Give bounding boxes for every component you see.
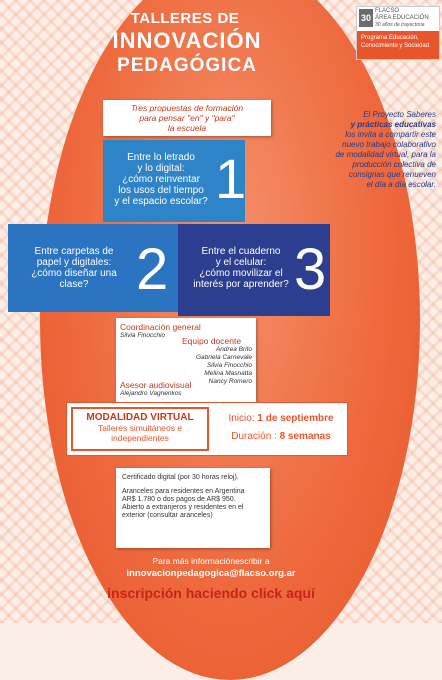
w3-line3: ¿cómo movilizar el (199, 268, 283, 279)
w3-line2: y el celular: (215, 257, 267, 268)
start-date: 1 de septiembre (257, 413, 334, 424)
intro-line1: El Proyecto Saberes (363, 110, 436, 119)
w1-line3: ¿cómo reinventar (122, 174, 200, 185)
team-member: Silvia Finocchio (206, 362, 252, 369)
workshop-2-card[interactable] (8, 224, 186, 312)
certificate-card (116, 468, 270, 548)
workshop-2-number: 2 (136, 237, 169, 302)
coordination-name: Silvia Finocchio (120, 332, 166, 339)
proposals-line2: para pensar "en" y "para" (139, 113, 235, 123)
virtual-mode-card (66, 402, 348, 456)
w1-line5: y el espacio escolar? (114, 196, 208, 207)
workshop-2-text (18, 246, 130, 290)
start-line (217, 413, 345, 424)
virtual-title: MODALIDAD VIRTUAL (86, 412, 194, 423)
duration-line (217, 431, 345, 442)
audio-label: Asesor audiovisual (120, 380, 192, 390)
workshop-1-card[interactable] (103, 140, 245, 222)
logo-line3: 30 años de trayectoria (375, 22, 425, 28)
w2-line3: ¿cómo diseñar una (31, 268, 117, 279)
intro-line2: y prácticas educativas (350, 120, 436, 129)
logo-bar-line2: Conocimiento y Sociedad (361, 43, 430, 49)
workshop-3-card[interactable] (178, 224, 330, 316)
proposals-line3: la escuela (167, 123, 207, 133)
cert-line2: Aranceles para residentes en Argentina (122, 488, 245, 495)
start-label: Inicio: (228, 413, 255, 424)
proposals-card (103, 100, 271, 136)
workshop-3-text (192, 246, 290, 290)
register-link[interactable]: inscripción haciendo click aquí (107, 585, 315, 601)
logo-bar-line1: Programa Educación, (361, 35, 419, 41)
project-intro-text (310, 110, 436, 190)
audio-name: Alejandro Vagnenkos (120, 390, 182, 397)
logo-line2: ÁREA EDUCACIÓN (375, 15, 429, 21)
title-line1: TALLERES DE (130, 10, 240, 27)
flacso-logo (356, 6, 440, 60)
intro-line4: nuevo trabajo colaborativo (342, 140, 436, 149)
virtual-sub2: independientes (111, 433, 169, 443)
team-member: Nancy Romero (208, 378, 252, 385)
logo-program-bar (357, 31, 439, 59)
logo-text (375, 8, 429, 29)
certificate-text (116, 468, 270, 520)
duration-value: 8 semanas (279, 431, 331, 442)
virtual-mode-box (71, 407, 209, 451)
w1-line2: y lo digital: (137, 163, 185, 174)
intro-line3: los invita a compartir este (345, 130, 436, 139)
email-link[interactable]: innovacionpedagogica@flacso.org.ar (126, 568, 296, 579)
w3-line4: interés por aprender? (193, 279, 289, 290)
w1-line4: los usos del tiempo (118, 185, 204, 196)
w2-line2: papel y digitales: (36, 257, 112, 268)
logo-line1: FLACSO (375, 8, 400, 14)
cert-line5: exterior (consultar aranceles) (122, 512, 213, 519)
cert-line4: Abierto a extranjeros y residentes en el (122, 504, 244, 511)
w2-line1: Entre carpetas de (34, 246, 114, 257)
intro-line7: consignas que renueven (348, 170, 436, 179)
duration-label: Duración : (231, 431, 277, 442)
workshop-1-text (111, 152, 211, 207)
workshop-1-number: 1 (215, 147, 247, 210)
contact-info (96, 556, 326, 601)
intro-line8: el día a día escolar. (366, 180, 436, 189)
team-member: Melina Masnatta (204, 370, 252, 377)
w1-line1: Entre lo letrado (127, 152, 195, 163)
title-line3: PEDAGÓGICA (117, 55, 257, 76)
intro-line6: producción colectiva de (352, 160, 436, 169)
title-line2: INNOVACIÓN (112, 28, 262, 53)
virtual-sub1: Talleres simultáneos e (97, 423, 183, 433)
intro-line5: de modalidad virtual, para la (335, 150, 436, 159)
team-member: Gabriela Carnevale (195, 354, 252, 361)
w3-line1: Entre el cuaderno (201, 246, 281, 257)
workshop-3-number: 3 (294, 237, 327, 302)
info-line: Para más informaciónescribir a (152, 556, 270, 566)
cert-line1: Certificado digital (por 30 horas reloj). (122, 474, 239, 481)
coordination-label: Coordinación general (120, 322, 201, 332)
team-label: Equipo docente (182, 336, 242, 346)
team-member: Andrea Brito (215, 346, 252, 353)
logo-number: 30 (359, 9, 373, 27)
team-card (116, 318, 256, 402)
cert-line3: AR$ 1.780 o dos pagos de AR$ 950. (122, 496, 236, 503)
proposals-line1: Tres propuestas de formación (130, 103, 244, 113)
w2-line4: clase? (59, 279, 89, 290)
